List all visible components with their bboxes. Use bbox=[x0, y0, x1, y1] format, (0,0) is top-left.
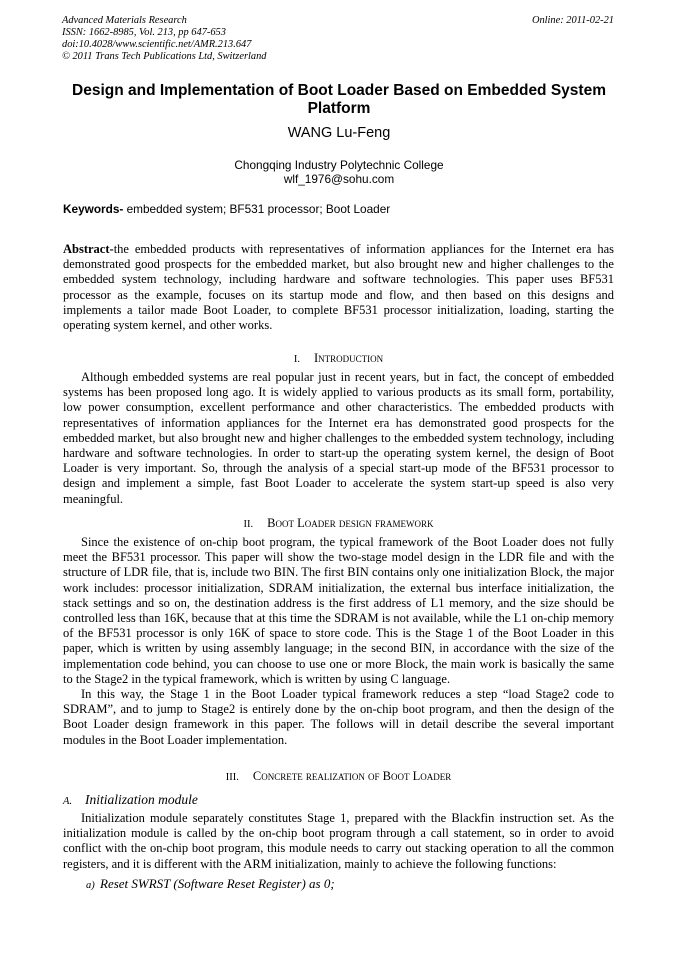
section-heading-introduction bbox=[63, 351, 614, 367]
author-email: wlf_1976@sohu.com bbox=[283, 172, 395, 186]
section-title: Introduction bbox=[313, 351, 384, 365]
section-number: III. bbox=[225, 772, 239, 783]
paragraph: Since the existence of on-chip boot program, the typical framework of the Boot Loader does not fully meet the BF531 processor. This paper will show the two-stage model design in the LDR file and with the structure of LDR file, that is, include two BIN. The first BIN contains only one initialization Block, the major work includes: processor initialization, SDRAM initialization, the external bus interface initialization, the stack settings and so on, the destination address is the first address of L1 memory, and the size should be controlled less than 16K, because that at this time the SDRAM is not available, while the L1 on-chip memory of the BF531 processor is only 16K of space to store code. This is the Stage 1 of the Boot Loader in this paper, which is written by using assembly language; in the second BIN, in accordance with the size of the implementation code behind, you can choose to use one or more Block, the main work is basically the same to the Stage2 in the typical framework, which is written by using C language. bbox=[63, 535, 614, 686]
keywords-label: Keywords- bbox=[63, 202, 124, 216]
keywords-text: embedded system; BF531 processor; Boot Loader bbox=[123, 202, 391, 216]
journal-header bbox=[62, 15, 614, 63]
section-number: I. bbox=[293, 354, 300, 365]
abstract-text: the embedded products with representatives of information appliances for the Internet era has demonstrated good prospects for the embedded market, but also brought new and higher challenges to the embedded system technology, including hardware and software technologies. This paper uses BF531 processor as the example, focuses on its startup mode and flow, and then based on this designs and implements a tailor made Boot Loader, to complete BF531 processor initialization, loading, starting the operating system kernel, and other works. bbox=[63, 242, 614, 333]
section-body-introduction bbox=[63, 370, 614, 507]
author-name: WANG Lu-Feng bbox=[287, 125, 391, 141]
subsection-heading bbox=[63, 792, 614, 810]
abstract-label: Abstract- bbox=[63, 242, 114, 256]
paper-title: Design and Implementation of Boot Loader Based on Embedded System Platform bbox=[72, 82, 606, 117]
paragraph: Although embedded systems are real popular just in recent years, but in fact, the concept of embedded systems has been proposed long ago. It is widely applied to various products as its small form, portability, low power consumption, excellent performance and other characteristics. The embedded products with representatives of information appliances for the Internet era has demonstrated good prospects for the embedded market, but also brought new and higher challenges to the embedded system technology, including hardware and software technologies. In order to start-up the operating system kernel, the design of Boot Loader is very important. So, through the analysis of a special start-up mode of the BF531 processor to design and implement a simple, fast Boot Loader to accelerate the system start-up speed is also very meaningful. bbox=[63, 370, 614, 506]
section-heading-framework bbox=[63, 516, 614, 532]
section-number: II. bbox=[243, 519, 254, 530]
doi-line: doi:10.4028/www.scientific.net/AMR.213.647 bbox=[62, 39, 252, 50]
paragraph: In this way, the Stage 1 in the Boot Loader typical framework reduces a step “load Stage2 code to SDRAM”, and to jump to Stage2 is entirely done by the on-chip boot program, and then the design of the Boot Loader design framework in this paper. The follows will in detail describe the several important modules in the Boot Loader implementation. bbox=[63, 687, 614, 747]
author-affiliation-block bbox=[52, 158, 626, 186]
list-item-text: Reset SWRST (Software Reset Register) as 0; bbox=[100, 876, 335, 891]
subsection-number: A. bbox=[63, 796, 73, 807]
list-item-number: a) bbox=[86, 880, 95, 891]
journal-name: Advanced Materials Research bbox=[62, 15, 187, 26]
section-body-framework bbox=[63, 535, 614, 748]
online-date: Online: 2011-02-21 bbox=[531, 15, 614, 26]
issn-line: ISSN: 1662-8985, Vol. 213, pp 647-653 bbox=[62, 27, 226, 38]
abstract bbox=[63, 242, 614, 333]
subsection-title: Initialization module bbox=[85, 792, 198, 807]
keywords bbox=[63, 202, 618, 216]
section-body-realization bbox=[63, 811, 614, 872]
list-item bbox=[86, 876, 614, 894]
section-title: Concrete realization of Boot Loader bbox=[252, 769, 452, 783]
section-heading-realization bbox=[63, 769, 614, 785]
paragraph: Initialization module separately constitutes Stage 1, prepared with the Blackfin instruction set. As the initialization module is called by the on-chip boot program through a call statement, so in order to avoid conflict with the on-chip boot program, this module needs to carry out stacking operation to all the common registers, and it is different with the ARM initialization, mainly to achieve the following functions: bbox=[63, 811, 614, 871]
section-title: Boot Loader design framework bbox=[267, 516, 434, 530]
affiliation: Chongqing Industry Polytechnic College bbox=[234, 158, 444, 172]
copyright-line: © 2011 Trans Tech Publications Ltd, Switzerland bbox=[62, 51, 267, 62]
